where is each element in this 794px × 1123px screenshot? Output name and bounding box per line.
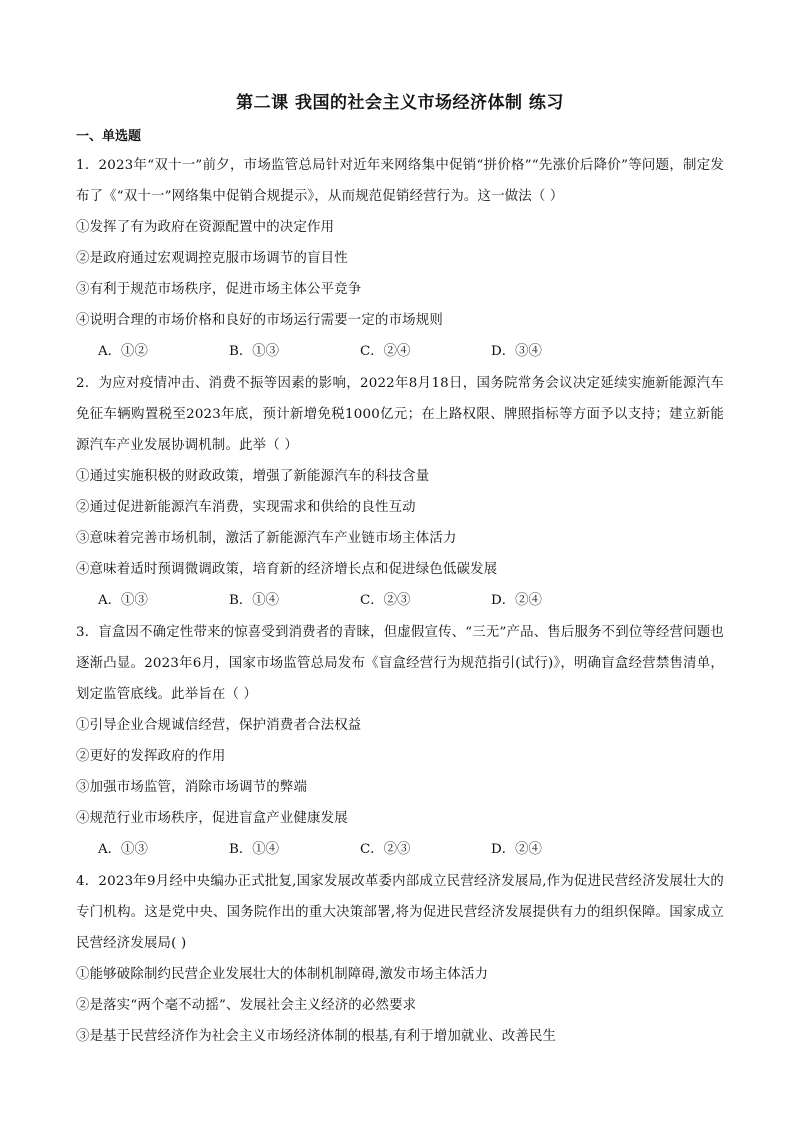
statement-option: ④意味着适时预调微调政策，培育新的经济增长点和促进绿色低碳发展 <box>76 562 498 577</box>
choice-a[interactable]: A．①③ <box>98 842 148 857</box>
statement-option: ③加强市场监管，消除市场调节的弊端 <box>76 780 308 795</box>
answer-choices <box>98 336 724 368</box>
choice-a[interactable]: A．①② <box>98 344 148 359</box>
statement-option: ①通过实施积极的财政政策，增强了新能源汽车的科技含量 <box>76 469 430 484</box>
choice-b[interactable]: B．①④ <box>229 593 280 608</box>
choice-d[interactable]: D．③④ <box>491 344 542 359</box>
statement-option: ②更好的发挥政府的作用 <box>76 749 226 764</box>
choice-b[interactable]: B．①③ <box>229 344 280 359</box>
choice-c[interactable]: C．②③ <box>360 842 411 857</box>
statement-option: ②是政府通过宏观调控克服市场调节的盲目性 <box>76 251 348 266</box>
question-stem: 2．为应对疫情冲击、消费不振等因素的影响，2022年8月18日，国务院常务会议决定延续实施新能源汽车免征车辆购置税至2023年底，预计新增免税1000亿元；在上路权限、牌照指标等方面予以支持；建立新能源汽车产业发展协调机制。此举（ ） <box>76 376 724 453</box>
choice-c[interactable]: C．②④ <box>360 344 411 359</box>
page-title: 第二课 我国的社会主义市场经济体制 练习 <box>236 93 564 113</box>
choice-b[interactable]: B．①④ <box>229 842 280 857</box>
question-3 <box>76 617 724 866</box>
question-stem: 1．2023年“双十一”前夕，市场监管总局针对近年来网络集中促销“拼价格”“先涨价后降价”等问题，制定发布了《“双十一”网络集中促销合规提示》，从而规范促销经营行为。这一做法（ ） <box>76 158 724 204</box>
question-2 <box>76 368 724 617</box>
choice-d[interactable]: D．②④ <box>491 842 542 857</box>
choice-d[interactable]: D．②④ <box>491 593 542 608</box>
statement-option: ①引导企业合规诚信经营，保护消费者合法权益 <box>76 718 362 733</box>
answer-choices <box>98 585 724 617</box>
statement-option: ①发挥了有为政府在资源配置中的决定作用 <box>76 220 335 235</box>
statement-option: ③是基于民营经济作为社会主义市场经济体制的根基,有利于增加就业、改善民生 <box>76 1029 557 1044</box>
choice-c[interactable]: C．②③ <box>360 593 411 608</box>
section-heading: 一、单选题 <box>76 129 142 144</box>
statement-option: ②通过促进新能源汽车消费，实现需求和供给的良性互动 <box>76 500 416 515</box>
statement-option: ④说明合理的市场价格和良好的市场运行需要一定的市场规则 <box>76 313 443 328</box>
statement-option: ①能够破除制约民营企业发展壮大的体制机制障碍,激发市场主体活力 <box>76 967 489 982</box>
question-4 <box>76 866 724 1052</box>
question-stem: 4．2023年9月经中央编办正式批复,国家发展改革委内部成立民营经济发展局,作为促进民营经济发展壮大的专门机构。这是党中央、国务院作出的重大决策部署,将为促进民营经济发展提供有力的组织保障。国家成立民营经济发展局( ) <box>76 874 724 951</box>
statement-option: ③意味着完善市场机制，激活了新能源汽车产业链市场主体活力 <box>76 531 457 546</box>
answer-choices <box>98 834 724 866</box>
statement-option: ④规范行业市场秩序，促进盲盒产业健康发展 <box>76 811 348 826</box>
statement-option: ②是落实“两个毫不动摇”、发展社会主义经济的必然要求 <box>76 998 417 1013</box>
statement-option: ③有利于规范市场秩序，促进市场主体公平竞争 <box>76 282 362 297</box>
choice-a[interactable]: A．①③ <box>98 593 148 608</box>
question-stem: 3．盲盒因不确定性带来的惊喜受到消费者的青睐，但虚假宣传、“三无”产品、售后服务不到位等经营问题也逐渐凸显。2023年6月，国家市场监管总局发布《盲盒经营行为规范指引(试行)》，明确盲盒经营禁售清单，划定监管底线。此举旨在（ ） <box>76 625 724 702</box>
question-1 <box>76 150 724 368</box>
